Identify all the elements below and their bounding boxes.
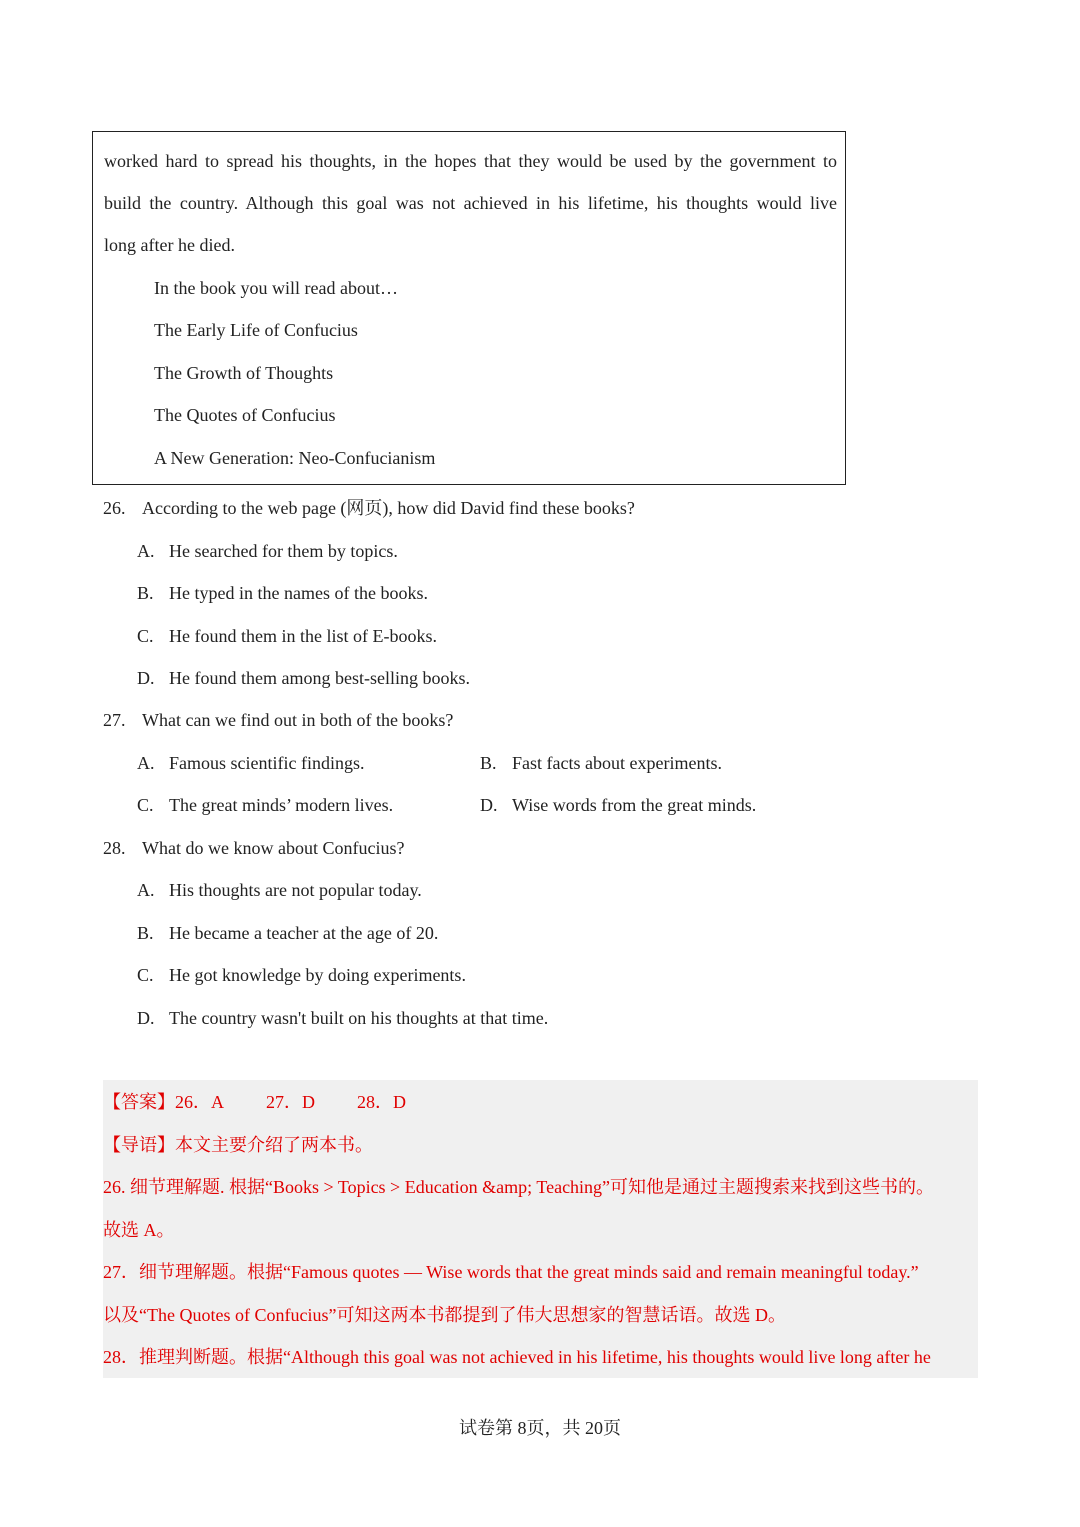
question-text: According to the web page (网页), how did David find these books? — [142, 498, 635, 518]
option-26-d[interactable] — [137, 667, 470, 689]
option-letter: A. — [137, 753, 155, 773]
option-letter: B. — [137, 923, 154, 943]
option-letter: C. — [137, 626, 154, 646]
option-26-c[interactable] — [137, 625, 437, 647]
explanation-line: 26. 细节理解题. 根据“Books > Topics > Education &amp; Teaching”可知他是通过主题搜索来找到这些书的。 — [103, 1177, 935, 1197]
option-text: He got knowledge by doing experiments. — [169, 965, 466, 985]
option-26-a[interactable] — [137, 540, 398, 562]
question-28 — [103, 837, 404, 859]
option-text: He found them in the list of E-books. — [169, 626, 437, 646]
option-letter: B. — [480, 753, 497, 773]
question-number: 26. — [103, 498, 126, 518]
question-number: 27. — [103, 710, 126, 730]
page-footer: 试卷第 8页，共 20页 — [459, 1418, 621, 1438]
answer-label: 【答案】 — [103, 1092, 175, 1112]
toc-item: A New Generation: Neo-Confucianism — [154, 448, 436, 468]
option-letter: D. — [480, 795, 498, 815]
guide-text: 本文主要介绍了两本书。 — [175, 1135, 373, 1155]
option-text: His thoughts are not popular today. — [169, 880, 422, 900]
option-text: He found them among best-selling books. — [169, 668, 470, 688]
option-text: He became a teacher at the age of 20. — [169, 923, 439, 943]
option-letter: D. — [137, 668, 155, 688]
guide-line — [103, 1134, 373, 1156]
option-28-a[interactable] — [137, 879, 422, 901]
question-text: What do we know about Confucius? — [142, 838, 405, 858]
answer-line — [103, 1091, 406, 1113]
option-letter: A. — [137, 541, 155, 561]
answer-panel — [103, 1080, 978, 1378]
option-27-c[interactable] — [137, 794, 393, 816]
guide-label: 【导语】 — [103, 1135, 175, 1155]
question-number: 28. — [103, 838, 126, 858]
toc-item: The Quotes of Confucius — [154, 405, 336, 425]
toc-item: The Growth of Thoughts — [154, 363, 334, 383]
option-text: Fast facts about experiments. — [512, 753, 722, 773]
toc-intro: In the book you will read about… — [154, 278, 398, 298]
question-26 — [103, 497, 635, 519]
passage-line: build the country. Although this goal was not achieved in his lifetime, his thoughts would live — [104, 193, 837, 213]
answer-27: 27．D — [266, 1092, 315, 1112]
option-letter: C. — [137, 965, 154, 985]
explanation-line: 故选 A。 — [103, 1220, 175, 1240]
answer-26: 26．A — [175, 1092, 224, 1112]
option-letter: B. — [137, 583, 154, 603]
explanation-line: 28．推理判断题。根据“Although this goal was not achieved in his lifetime, his thoughts would live long after he — [103, 1347, 931, 1367]
passage-line: worked hard to spread his thoughts, in the hopes that they would be used by the government to — [104, 151, 837, 171]
option-text: He typed in the names of the books. — [169, 583, 428, 603]
explanation-line: 27．细节理解题。根据“Famous quotes — Wise words that the great minds said and remain meaningful today.” — [103, 1262, 919, 1282]
question-text: What can we find out in both of the books? — [142, 710, 454, 730]
passage-line: long after he died. — [104, 235, 235, 255]
option-27-b[interactable] — [480, 752, 722, 774]
option-text: Wise words from the great minds. — [512, 795, 757, 815]
option-text: Famous scientific findings. — [169, 753, 365, 773]
option-letter: D. — [137, 1008, 155, 1028]
option-27-a[interactable] — [137, 752, 364, 774]
question-27 — [103, 709, 453, 731]
option-text: The country wasn't built on his thoughts at that time. — [169, 1008, 549, 1028]
option-28-d[interactable] — [137, 1007, 548, 1029]
answer-28: 28．D — [357, 1092, 406, 1112]
explanation-line: 以及“The Quotes of Confucius”可知这两本书都提到了伟大思想家的智慧话语。故选 D。 — [103, 1305, 786, 1325]
option-27-d[interactable] — [480, 794, 756, 816]
option-text: He searched for them by topics. — [169, 541, 398, 561]
option-28-c[interactable] — [137, 964, 466, 986]
passage-box — [92, 131, 846, 485]
option-letter: A. — [137, 880, 155, 900]
toc-item: The Early Life of Confucius — [154, 320, 358, 340]
option-26-b[interactable] — [137, 582, 428, 604]
option-text: The great minds’ modern lives. — [169, 795, 394, 815]
option-28-b[interactable] — [137, 922, 438, 944]
option-letter: C. — [137, 795, 154, 815]
